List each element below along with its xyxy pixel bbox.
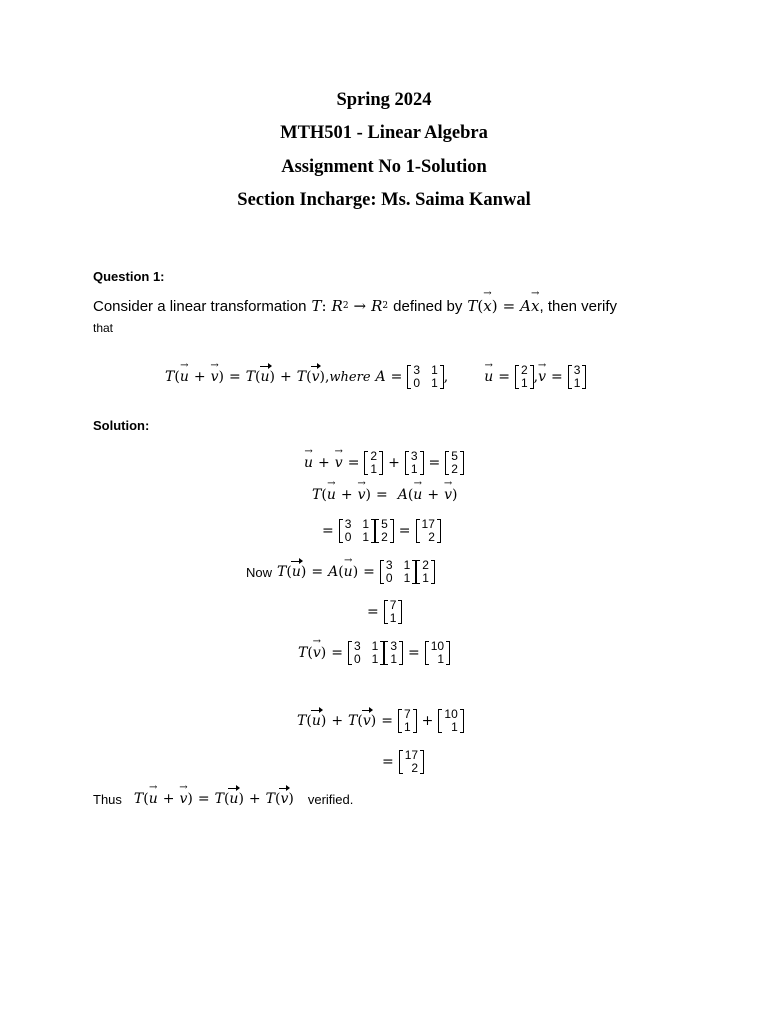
vector-u: 2 1: [515, 364, 534, 390]
T-sum-definition: T ( → u + → v ) = A ( → u + → v ): [312, 485, 457, 505]
solution-label: Solution:: [93, 418, 150, 433]
T-sum-result: = 3 0 1 1 5 2 = 17 2: [317, 516, 441, 546]
question-intro: Consider a linear transformation: [93, 297, 307, 315]
defined-by-text: defined by: [393, 297, 463, 315]
question-statement: Consider a linear transformation T : R 2 → R 2 defined by T ( → x ) = A → x , then verify: [93, 297, 617, 315]
where-text: where: [329, 369, 371, 385]
semester-title: Spring 2024: [336, 90, 432, 110]
sum-equation: → u + → v = 2 1 + 3 1 = 5 2: [304, 448, 464, 478]
thus-text: Thus: [93, 791, 122, 807]
vector-v: 3 1: [568, 364, 587, 390]
T-v-equation: T ( → v ) = 3 0 1 1 3 1 = 10 1: [298, 638, 450, 668]
course-title: MTH501 - Linear Algebra: [280, 123, 488, 143]
now-text: Now: [246, 564, 273, 580]
question-label: Question 1:: [93, 269, 165, 284]
conclusion: Thus T ( → u + → v ) = T ( u ) + T ( v ) verified.: [93, 788, 353, 810]
T-u-plus-T-v: T ( u ) + T ( v ) = 7 1 + 10 1: [297, 706, 464, 736]
verified-text: verified.: [307, 791, 354, 807]
assignment-title: Assignment No 1-Solution: [281, 157, 487, 177]
that-text: that: [93, 321, 114, 335]
instructor-title: Section Incharge: Ms. Saima Kanwal: [237, 190, 531, 210]
statement-equation: T ( → u + → v ) = T ( u ) + T ( v ) , where A = 3 0 1 1 , → u = 2 1 , → v = 3 1: [165, 362, 586, 392]
T-u-result: = 7 1: [362, 597, 402, 627]
matrix-A: 3 0 1 1: [407, 364, 443, 390]
then-verify-text: , then verify: [539, 297, 618, 315]
T-u-equation: Now T ( u ) = A ( → u ) = 3 0 1 1 2 1: [246, 557, 435, 587]
final-result: = 17 2: [377, 747, 424, 777]
